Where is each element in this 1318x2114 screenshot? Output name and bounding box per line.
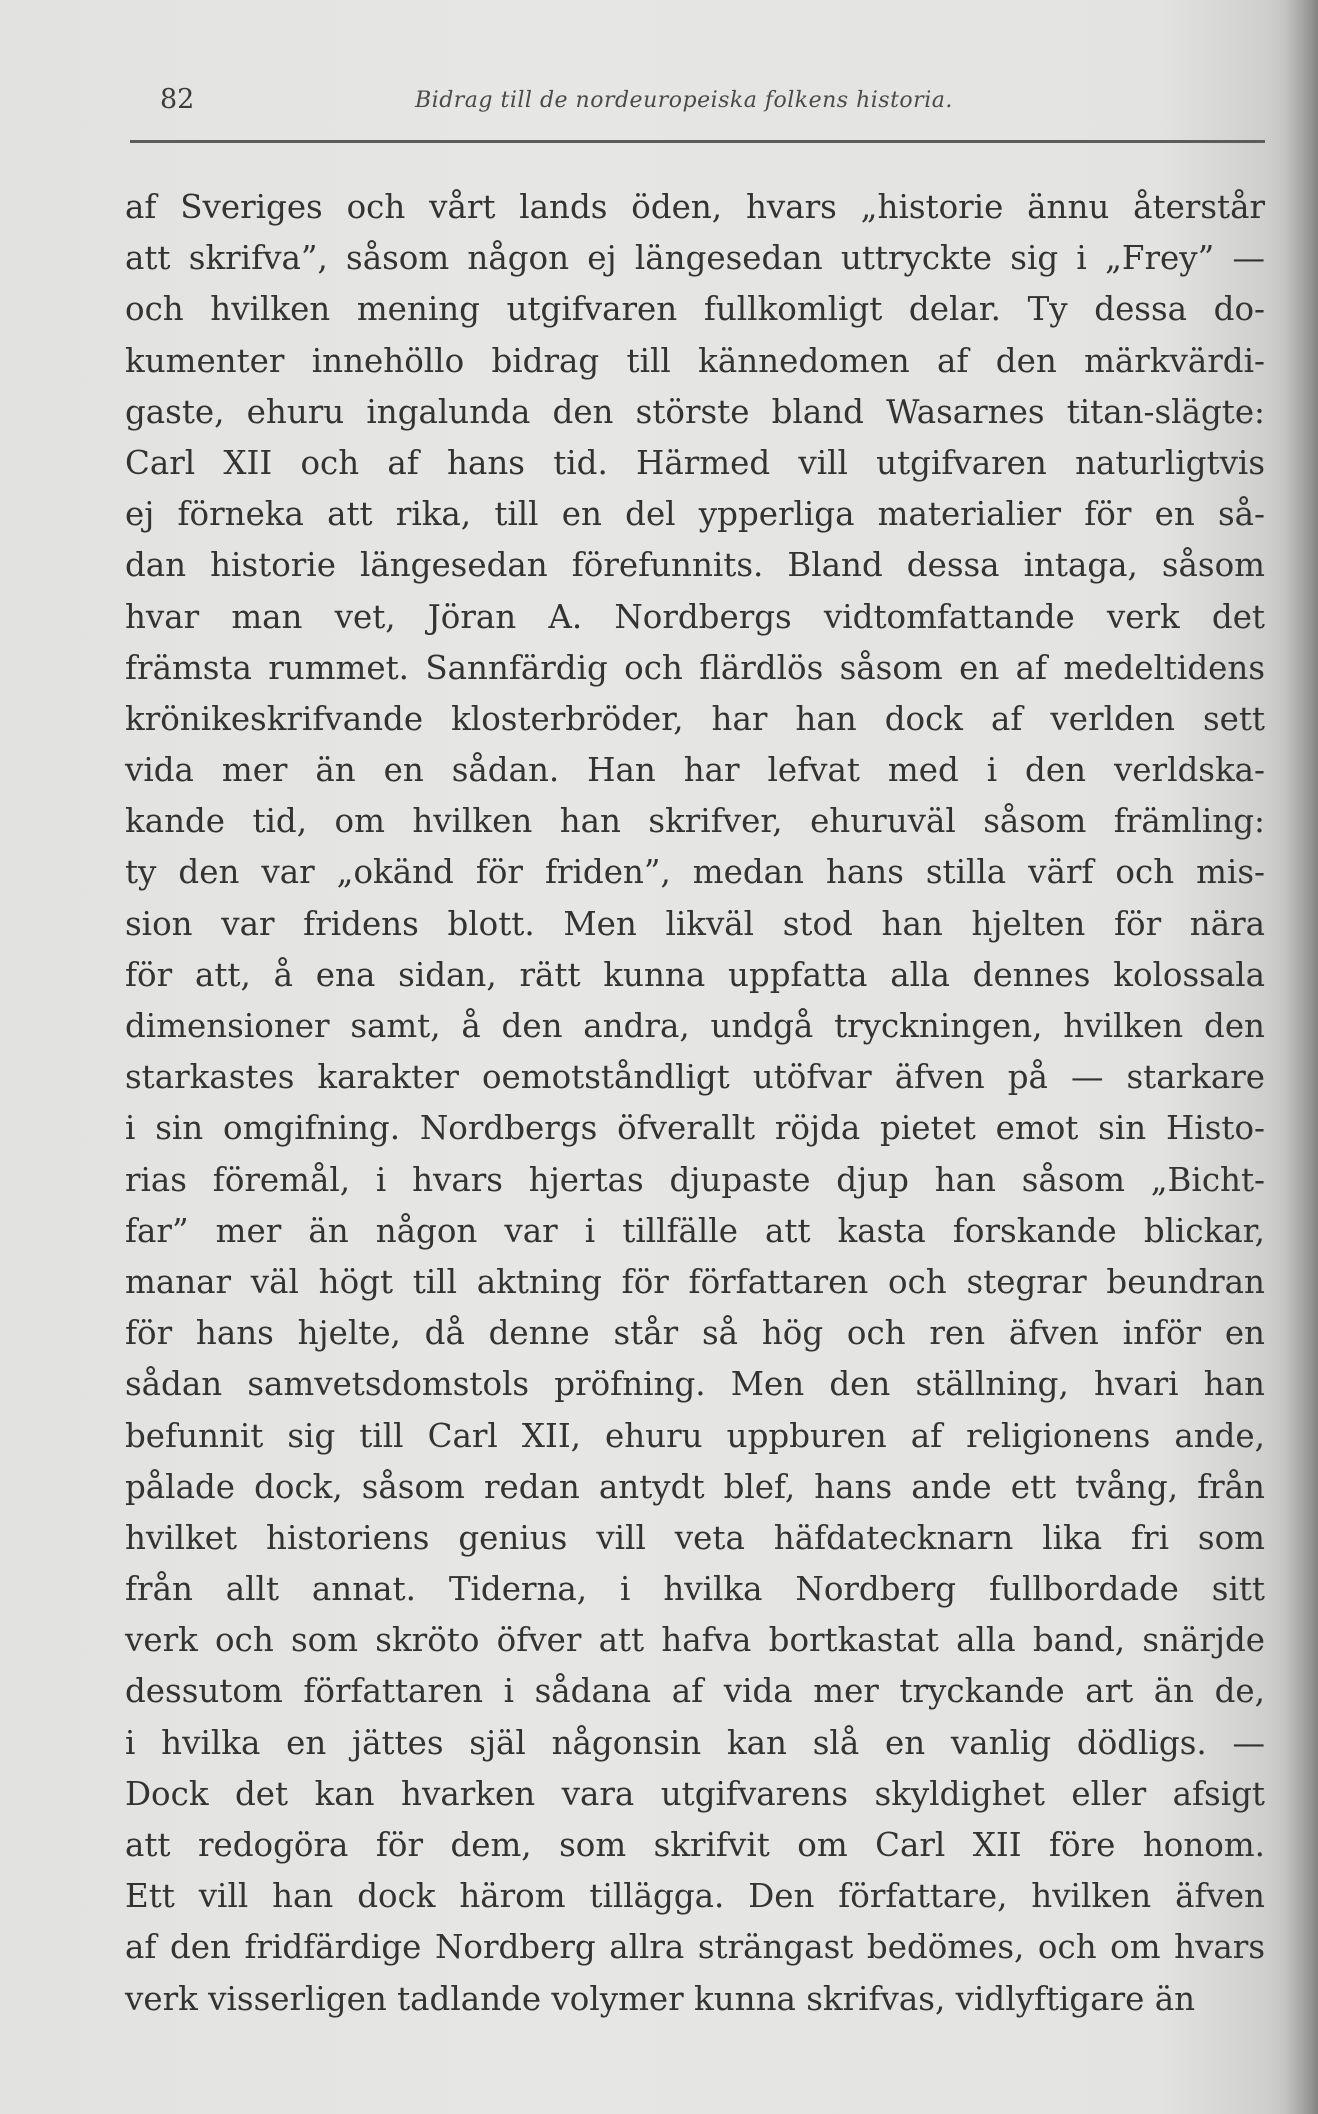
- text-line: Ett vill han dock härom tillägga. Den författare, hvilken äfven: [125, 1877, 1265, 1916]
- text-line: sådan samvetsdomstols pröfning. Men den ställning, hvari han: [125, 1365, 1265, 1404]
- text-line: vida mer än en sådan. Han har lefvat med i den verldska-: [125, 751, 1265, 790]
- text-line: verk och som skröto öfver att hafva bortkastat alla band, snärjde: [125, 1621, 1265, 1660]
- text-line: rias föremål, i hvars hjertas djupaste djup han såsom „Bicht-: [125, 1160, 1265, 1199]
- text-line: för hans hjelte, då denne står så hög och ren äfven inför en: [125, 1314, 1265, 1353]
- text-line: ej förneka att rika, till en del ypperliga materialier för en så-: [125, 495, 1265, 534]
- text-line: far” mer än någon var i tillfälle att kasta forskande blickar,: [125, 1211, 1265, 1250]
- text-line: att skrifva”, såsom någon ej längesedan uttryckte sig i „Frey” —: [125, 239, 1265, 278]
- text-line: dan historie längesedan förefunnits. Bland dessa intaga, såsom: [125, 546, 1265, 585]
- text-line: för att, å ena sidan, rätt kunna uppfatta alla dennes kolossala: [125, 955, 1265, 994]
- text-line: gaste, ehuru ingalunda den störste bland Wasarnes titan-slägte:: [125, 392, 1265, 431]
- text-line: sion var fridens blott. Men likväl stod han hjelten för nära: [125, 904, 1265, 943]
- text-line: och hvilken mening utgifvaren fullkomligt delar. Ty dessa do-: [125, 290, 1265, 329]
- text-line: främsta rummet. Sannfärdig och flärdlös såsom en af medeltidens: [125, 648, 1265, 687]
- text-line: verk visserligen tadlande volymer kunna skrifvas, vidlyftigare än: [125, 1979, 1196, 2018]
- text-line: från allt annat. Tiderna, i hvilka Nordberg fullbordade sitt: [125, 1570, 1265, 1609]
- text-line: krönikeskrifvande klosterbröder, har han dock af verlden sett: [125, 699, 1265, 738]
- page-number: 82: [160, 84, 195, 115]
- text-line: befunnit sig till Carl XII, ehuru uppburen af religionens ande,: [125, 1416, 1265, 1455]
- text-line: af den fridfärdige Nordberg allra strängast bedömes, och om hvars: [125, 1928, 1265, 1967]
- text-line: i hvilka en jättes själ någonsin kan slå en vanlig dödligs. —: [125, 1723, 1265, 1762]
- text-line: Carl XII och af hans tid. Härmed vill utgifvaren naturligtvis: [125, 443, 1265, 482]
- text-line: pålade dock, såsom redan antydt blef, hans ande ett tvång, från: [125, 1467, 1265, 1506]
- text-line: kande tid, om hvilken han skrifver, ehuruväl såsom främling:: [125, 802, 1265, 841]
- running-title: Bidrag till de nordeuropeiska folkens historia.: [415, 88, 953, 113]
- text-line: ty den var „okänd för friden”, medan hans stilla värf och mis-: [125, 853, 1265, 892]
- binding-edge-shadow: [1284, 0, 1318, 2114]
- text-line: hvilket historiens genius vill veta häfdatecknarn lika fri som: [125, 1518, 1265, 1557]
- text-line: Dock det kan hvarken vara utgifvarens skyldighet eller afsigt: [125, 1774, 1265, 1813]
- text-line: hvar man vet, Jöran A. Nordbergs vidtomfattande verk det: [125, 597, 1265, 636]
- text-line: af Sveriges och vårt lands öden, hvars „historie ännu återstår: [125, 188, 1265, 226]
- text-line: i sin omgifning. Nordbergs öfverallt röjda pietet emot sin Histo-: [125, 1109, 1265, 1148]
- text-line: dessutom författaren i sådana af vida mer tryckande art än de,: [125, 1672, 1265, 1711]
- body-text: [125, 182, 1265, 2025]
- page-header: [160, 84, 1260, 124]
- text-line: starkastes karakter oemotståndligt utöfvar äfven på — starkare: [125, 1058, 1265, 1097]
- text-line: manar väl högt till aktning för författaren och stegrar beundran: [125, 1262, 1265, 1301]
- text-line: att redogöra för dem, som skrifvit om Carl XII före honom.: [125, 1826, 1265, 1864]
- header-rule: [130, 140, 1265, 143]
- text-line: dimensioner samt, å den andra, undgå tryckningen, hvilken den: [125, 1007, 1265, 1045]
- text-line: kumenter innehöllo bidrag till kännedomen af den märkvärdi-: [125, 341, 1265, 380]
